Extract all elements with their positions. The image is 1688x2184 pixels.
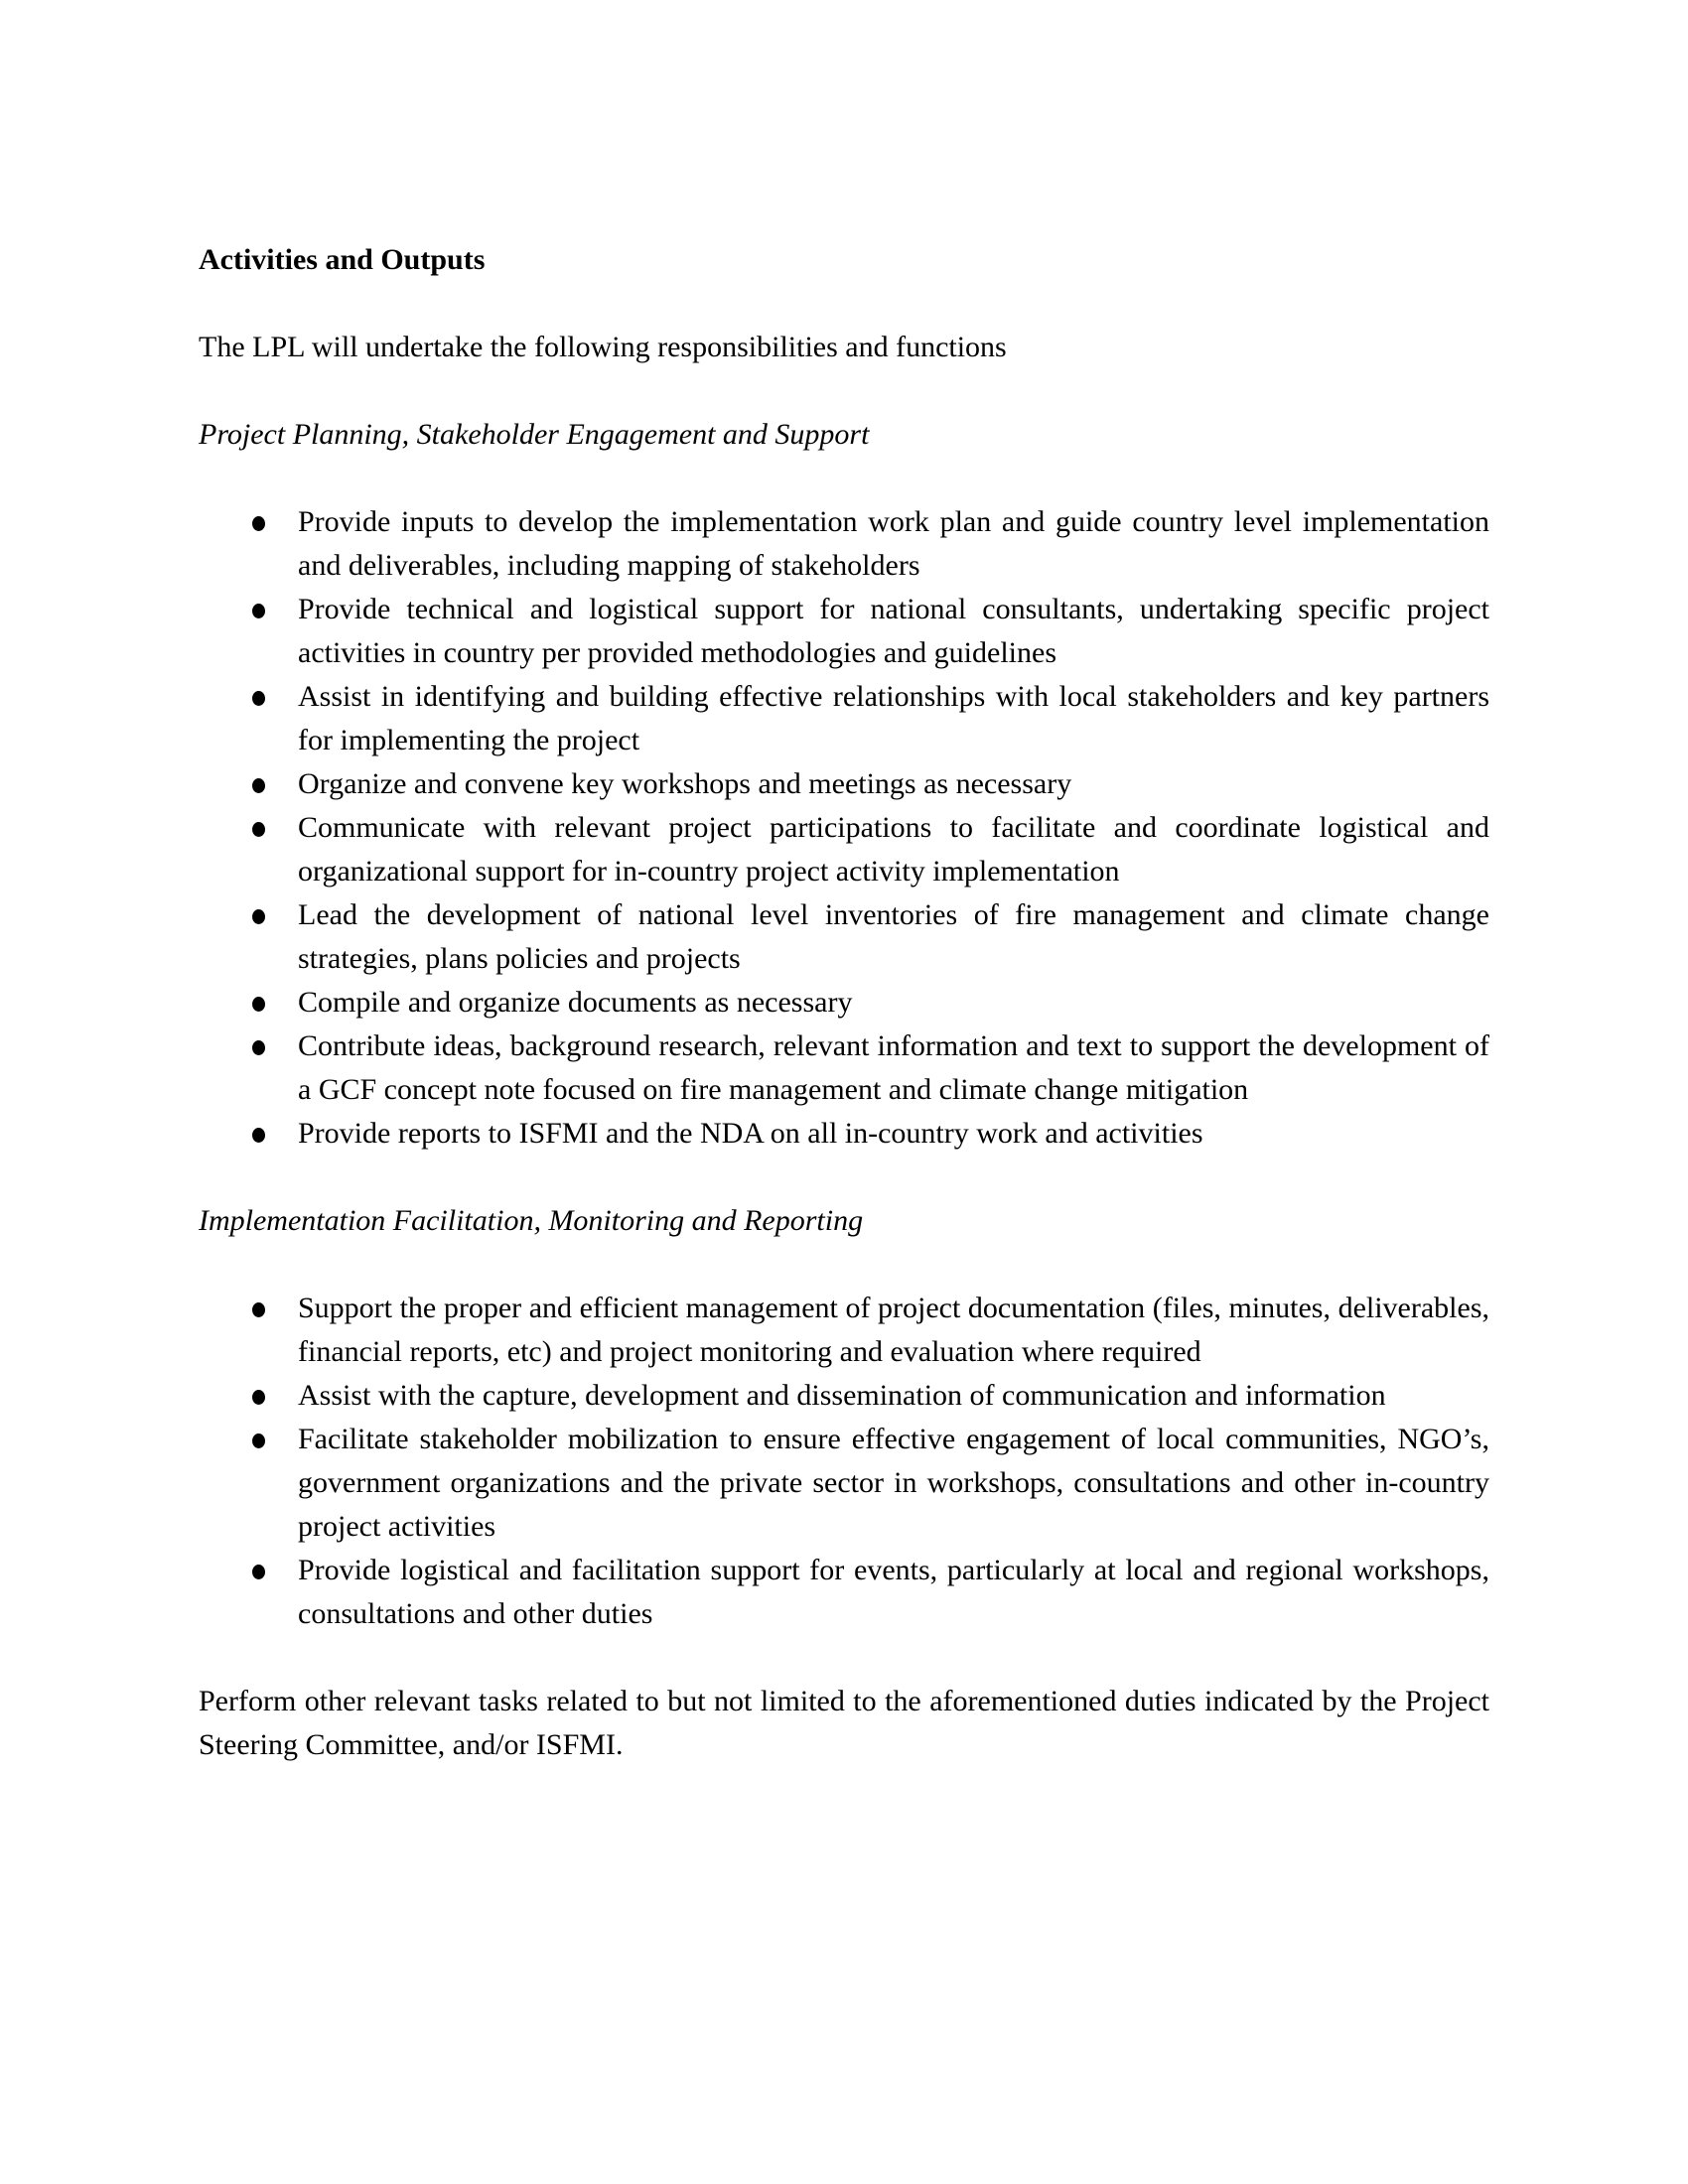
list-item-text: Communicate with relevant project participations to facilitate and coordinate logistical and organizational support for in-country project activity implementation [298,811,1489,887]
intro-paragraph: The LPL will undertake the following responsibilities and functions [199,331,1007,363]
list-item-text: Provide technical and logistical support for national consultants, undertaking specific project activities in country per provided methodologies and guidelines [298,593,1489,669]
list-item-text: Provide inputs to develop the implementation work plan and guide country level implementation and deliverables, including mapping of stakeholders [298,505,1489,582]
list-item [199,588,1489,675]
list-item [199,806,1489,893]
bullet-icon [252,1302,265,1317]
list-item-text: Assist in identifying and building effective relationships with local stakeholders and key partners for implementing the project [298,680,1489,756]
list-item [199,981,1489,1024]
document-page [199,238,1489,1767]
subsection-title-implementation: Implementation Facilitation, Monitoring and Reporting [199,1204,864,1237]
list-item-text: Compile and organize documents as necessary [298,986,853,1019]
bullet-list-planning [199,500,1489,1156]
bullet-icon [252,778,265,793]
list-item [199,893,1489,981]
list-item-text: Facilitate stakeholder mobilization to ensure effective engagement of local communities, NGO’s, government organizations and the private sector in workshops, consultations and other in-country project activities [298,1423,1489,1543]
bullet-icon [252,1040,265,1055]
list-item-text: Organize and convene key workshops and meetings as necessary [298,767,1072,800]
subsection-title-planning: Project Planning, Stakeholder Engagement and Support [199,418,870,451]
list-item-text: Lead the development of national level inventories of fire management and climate change strategies, plans policies and projects [298,898,1489,975]
list-item [199,500,1489,588]
bullet-icon [252,909,265,924]
list-item [199,1287,1489,1374]
list-item [199,1112,1489,1156]
list-item [199,1549,1489,1636]
list-item-text: Contribute ideas, background research, relevant information and text to support the development of a GCF concept note focused on fire management and climate change mitigation [298,1029,1489,1106]
section-heading: Activities and Outputs [199,243,486,276]
list-item-text: Support the proper and efficient management of project documentation (files, minutes, deliverables, financial reports, etc) and project monitoring and evaluation where required [298,1292,1489,1368]
list-item-text: Provide logistical and facilitation support for events, particularly at local and regional workshops, consultations and other duties [298,1554,1489,1630]
bullet-icon [252,1433,265,1448]
bullet-icon [252,516,265,531]
list-item-text: Assist with the capture, development and dissemination of communication and information [298,1379,1386,1412]
bullet-icon [252,604,265,618]
bullet-list-implementation [199,1287,1489,1636]
bullet-icon [252,1390,265,1405]
bullet-icon [252,1565,265,1579]
bullet-icon [252,1128,265,1143]
list-item [199,1024,1489,1112]
closing-paragraph: Perform other relevant tasks related to but not limited to the aforementioned duties indicated by the Project Steering Committee, and/or ISFMI. [199,1685,1489,1761]
bullet-icon [252,822,265,837]
list-item-text: Provide reports to ISFMI and the NDA on all in-country work and activities [298,1117,1203,1150]
list-item [199,1374,1489,1418]
list-item [199,675,1489,762]
bullet-icon [252,997,265,1012]
list-item [199,1418,1489,1549]
bullet-icon [252,691,265,706]
list-item [199,762,1489,806]
